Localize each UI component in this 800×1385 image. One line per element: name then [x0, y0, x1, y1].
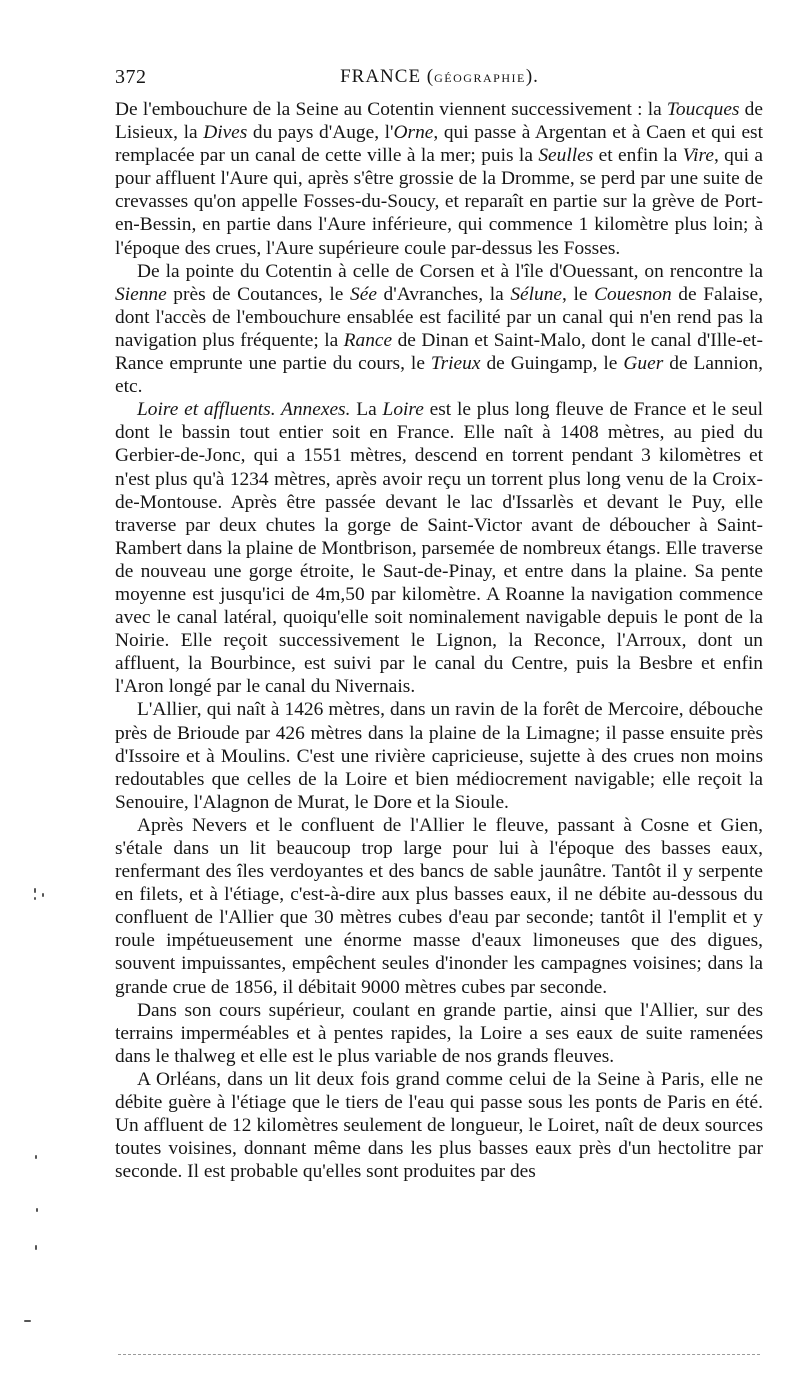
margin-speck — [42, 893, 44, 897]
text-run: de Guingamp, le — [480, 353, 624, 375]
margin-speck — [36, 1208, 38, 1212]
margin-speck — [35, 1245, 37, 1250]
paragraph — [115, 698, 763, 813]
italic-text-run: Sélune — [510, 283, 562, 305]
text-run: d'Avranches, la — [376, 283, 511, 305]
text-run: et enfin la — [593, 145, 683, 167]
text-run: de Falaise, dont l'accès de l'embouchure ensablée est facilité par un canal qui n'en rend pas la navigation plus fréquente; la — [115, 283, 763, 351]
italic-text-run: Rance — [343, 329, 393, 351]
italic-text-run: Sée — [350, 283, 377, 305]
text-run: est le plus long fleuve de France et le seul dont le bassin tout entier soit en France. Elle naît à 1408 mètres, au pied du Gerbier-de-Jonc, qui a 1551 mètres, descend en torrent pendant 3 kilomètres et n'est plus qu'à 1234 mètres, après avoir reçu un torrent plus long venu de la Croix-de-Montouse. Après être passée devant le lac d'Issarlès et devant le Puy, elle traverse par deux chutes la gorge de Saint-Victor avant de déboucher à Saint-Rambert dans la plaine de Montbrison, parsemée de nombreux étangs. Elle traverse de nouveau une gorge étroite, le Saut-de-Pinay, et entre dans la plaine. Sa pente moyenne est jusqu'ici de 4m,50 par kilomètre. A Roanne la navigation commence avec le canal latéral, quoiqu'elle soit nominalement navigable depuis le pont de la Noirie. Elle reçoit successivement le Lignon, la Reconce, l'Arroux, dont un affluent, la Bourbince, est suivi par le canal du Centre, puis la Besbre et enfin l'Aron longé par le canal du Nivernais. — [115, 399, 763, 698]
italic-text-run: Orne — [393, 122, 434, 144]
page-number: 372 — [115, 66, 147, 88]
text-run: De l'embouchure de la Seine au Cotentin viennent successivement : la — [115, 99, 667, 120]
margin-speck — [34, 897, 36, 900]
italic-text-run: Sienne — [115, 283, 167, 305]
text-run: L'Allier, qui naît à 1426 mètres, dans un ravin de la forêt de Mercoire, débouche près de Brioude par 426 mètres dans la plaine de la Limagne; il passe ensuite près d'Issoire et à Moulins. C'est une rivière capricieuse, sujette à des crues non moins redoutables que celles de la Loire et bien médiocrement navigable; elle reçoit la Senouire, l'Alagnon de Murat, le Dore et la Sioule. — [115, 699, 763, 813]
text-run: du pays d'Auge, l' — [247, 122, 394, 144]
footer-dotted-rule — [118, 1354, 760, 1355]
margin-specks — [0, 0, 60, 1385]
text-run: De la pointe du Cotentin à celle de Corsen et à l'île d'Ouessant, on rencontre la — [137, 260, 763, 282]
text-run: La — [350, 399, 383, 421]
text-run: près de Coutances, le — [166, 283, 351, 305]
margin-speck — [24, 1320, 31, 1322]
text-run: Dans son cours supérieur, coulant en grande partie, ainsi que l'Allier, sur des terrains imperméables et à pentes rapides, la Loire a ses eaux de suite ramenées dans le thalweg et elle est le plus variable de nos grands fleuves. — [115, 999, 763, 1067]
text-run: , qui passe à Argentan et à Caen et qui est remplacée par un canal de cette ville à la mer; puis la — [115, 122, 763, 167]
italic-text-run: Loire et affluents. Annexes. — [137, 399, 351, 421]
paragraph — [115, 98, 763, 260]
text-run: de Lisieux, la — [115, 99, 763, 144]
margin-speck — [35, 1155, 37, 1159]
paragraph — [115, 260, 763, 399]
paragraph — [115, 999, 763, 1068]
italic-text-run: Guer — [623, 353, 664, 375]
italic-text-run: Seulles — [538, 145, 594, 167]
text-run: de Dinan et Saint-Malo, dont le canal d'Ille-et-Rance emprunte une partie du cours, le — [115, 329, 764, 375]
text-run: , qui a pour affluent l'Aure qui, après s'être grossie de la Dromme, se perd par une suite de crevasses qu'on appelle Fosses-du-Soucy, et reparaît en partie sur la grève de Port-en-Bessin, en partie dans l'Aure inférieure, qui commence 1 kilomètre plus loin; à l'époque des crues, l'Aure supérieure coule par-dessus les Fosses. — [115, 145, 763, 259]
running-title-sub: GÉOGRAPHIE — [434, 71, 526, 85]
italic-text-run: Loire — [382, 399, 424, 421]
running-header — [115, 58, 764, 98]
italic-text-run: Toucques — [666, 99, 740, 120]
margin-speck — [34, 888, 36, 893]
italic-text-run: Trieux — [430, 353, 481, 375]
italic-text-run: Couesnon — [594, 283, 672, 305]
italic-text-run: Dives — [203, 122, 248, 144]
italic-text-run: Vire — [682, 145, 714, 167]
text-run: Après Nevers et le confluent de l'Allier le fleuve, passant à Cosne et Gien, s'étale dans un lit beaucoup trop large pour lui à l'époque des basses eaux, renfermant des îles verdoyantes et des bancs de sable jaunâtre. Tantôt il y serpente en filets, et à l'étiage, c'est-à-dire aux plus basses eaux, il ne débite au-dessous du confluent de l'Allier que 30 mètres cubes d'eau par seconde; tantôt il l'emplit et y roule impétueusement une énorme masse d'eaux limoneuses que des digues, souvent impuissantes, empêchent seules d'inonder les campagnes voisines; dans la grande crue de 1856, il débitait 9000 mètres cubes par seconde. — [115, 814, 763, 998]
text-run: , le — [562, 283, 595, 305]
paragraph — [115, 1068, 763, 1183]
paragraph — [115, 814, 763, 999]
paragraph — [115, 398, 763, 698]
text-run: A Orléans, dans un lit deux fois grand comme celui de la Seine à Paris, elle ne débite guère à l'étiage que le tiers de l'eau qui passe sous les ponts de Paris en été. Un affluent de 12 kilomètres seulement de longueur, le Loiret, naît de deux sources toutes voisines, donnant même dans les plus basses eaux près d'un hectolitre par seconde. Il est probable qu'elles sont produites par des — [115, 1068, 763, 1183]
running-title — [115, 66, 764, 88]
running-title-end: ). — [525, 66, 539, 87]
running-title-main: FRANCE ( — [340, 66, 435, 87]
body-text — [115, 98, 763, 1183]
text-run: de Lannion, etc. — [115, 353, 763, 398]
